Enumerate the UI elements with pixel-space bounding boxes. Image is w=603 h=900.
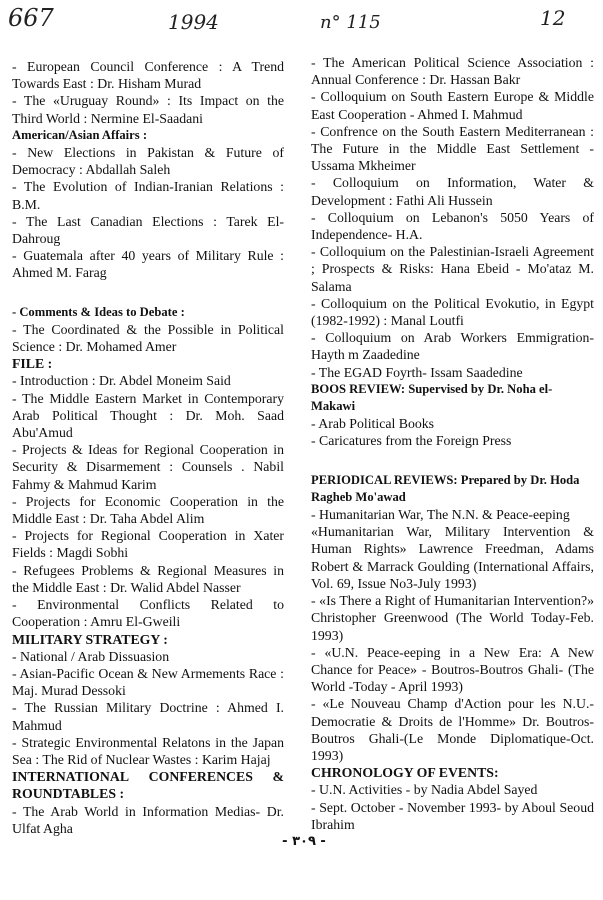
- handwritten-page-note: 12: [540, 6, 566, 30]
- contents-entry: - The American Political Science Association : Annual Conference : Dr. Hassan Bakr: [311, 55, 594, 88]
- contents-entry: - Projects for Regional Cooperation in Xater Fields : Magdi Sobhi: [12, 528, 284, 561]
- handwritten-note: 667: [8, 4, 54, 32]
- contents-entry: - Sept. October - November 1993- by Aboul Seoud Ibrahim: [311, 799, 594, 832]
- contents-entry: - Colloquium on Information, Water & Development : Fathi Ali Hussein: [311, 175, 594, 208]
- left-column: [12, 58, 284, 837]
- contents-entry: «Humanitarian War, Military Intervention & Human Rights» Lawrence Freedman, Adams Robert & Marrack Goulding (International Affairs, Vol. 69, Issue No3-July 1993): [311, 524, 594, 591]
- spacer: [311, 450, 594, 472]
- contents-entry: - The Coordinated & the Possible in Political Science : Dr. Mohamed Amer: [12, 321, 284, 355]
- contents-entry: - European Council Conference : A Trend Towards East : Dr. Hisham Murad: [12, 59, 284, 92]
- section-heading: ROUNDTABLES :: [12, 786, 125, 802]
- contents-entry: - Confrence on the South Eastern Mediterranean : The Future in the Middle East Settlement - Ussama Mkheimer: [311, 123, 594, 174]
- right-column: [311, 54, 594, 833]
- contents-entry: - The Last Canadian Elections : Tarek El-Dahroug: [12, 213, 284, 247]
- contents-entry: - The EGAD Foyrth- Issam Saadedine: [311, 364, 523, 380]
- contents-entry: - «Le Nouveau Champ d'Action pour les N.U.-Democratie & Droits de l'Homme» Dr. Boutros-Boutros Ghali-(Le Monde Diplomatique-Oct. 1993): [311, 696, 594, 763]
- contents-entry: - New Elections in Pakistan & Future of Democracy : Abdallah Saleh: [12, 145, 284, 178]
- contents-entry: - The Russian Military Doctrine : Ahmed I. Mahmud: [12, 700, 284, 733]
- section-heading: CHRONOLOGY OF EVENTS:: [311, 765, 499, 781]
- section-heading: FILE :: [12, 356, 53, 372]
- heading-word: &: [272, 769, 284, 785]
- contents-entry: - Guatemala after 40 years of Military Rule : Ahmed M. Farag: [12, 248, 284, 281]
- handwritten-issue-number: n° 115: [320, 12, 381, 33]
- page-number: - ٣٠٩ -: [282, 834, 326, 849]
- handwritten-year: 1994: [168, 10, 219, 34]
- contents-entry: - Projects for Economic Cooperation in the Middle East : Dr. Taha Abdel Alim: [12, 493, 284, 527]
- contents-entry: - Arab Political Books: [311, 416, 435, 432]
- spacer: [12, 282, 284, 304]
- contents-entry: - Caricatures from the Foreign Press: [311, 433, 512, 449]
- section-heading: - Comments & Ideas to Debate :: [12, 304, 185, 319]
- contents-entry: - The «Uruguay Round» : Its Impact on the Third World : Nermine El-Saadani: [12, 93, 284, 126]
- contents-entry: - The Evolution of Indian-Iranian Relations : B.M.: [12, 179, 284, 212]
- contents-entry: - The Arab World in Information Medias- Dr. Ulfat Agha: [12, 803, 284, 836]
- contents-entry: - Colloquium on Lebanon's 5050 Years of Independence- H.A.: [311, 209, 594, 243]
- contents-entry: - National / Arab Dissuasion: [12, 648, 170, 664]
- heading-word: CONFERENCES: [148, 769, 253, 785]
- contents-entry: - Strategic Environmental Relatons in the Japan Sea : The Rid of Nuclear Wastes : Karim Hajaj: [12, 734, 284, 767]
- contents-entry: - «U.N. Peace-eeping in a New Era: A New Chance for Peace» - Boutros-Boutros Ghali- (The World -Today - April 1993): [311, 644, 594, 695]
- contents-entry: - «Is There a Right of Humanitarian Intervention?» Christopher Greenwood (The World Today-Feb. 1993): [311, 593, 594, 643]
- contents-entry: - Refugees Problems & Regional Measures in the Middle East : Dr. Walid Abdel Nasser: [12, 562, 284, 595]
- section-heading: PERIODICAL REVIEWS: Prepared by Dr. Hoda Ragheb Mo'awad: [311, 472, 580, 504]
- contents-entry: - Colloquium on the Palestinian-Israeli Agreement ; Prospects & Risks: Hana Ebeid - Mo'ataz M. Salama: [311, 244, 594, 294]
- contents-entry: - The Middle Eastern Market in Contemporary Arab Political Thought : Dr. Moh. Saad Abu'Amud: [12, 390, 284, 441]
- heading-word: INTERNATIONAL: [12, 769, 130, 785]
- contents-entry: - Colloquium on Arab Workers Emmigration- Hayth m Zaadedine: [311, 330, 594, 363]
- contents-entry: - U.N. Activities - by Nadia Abdel Sayed: [311, 782, 538, 798]
- contents-entry: - Asian-Pacific Ocean & New Armements Race : Maj. Murad Dessoki: [12, 665, 284, 699]
- contents-entry: - Environmental Conflicts Related to Cooperation : Amru El-Gweili: [12, 597, 284, 630]
- section-heading: [12, 768, 284, 785]
- contents-entry: - Colloquium on South Eastern Europe & Middle East Cooperation - Ahmed I. Mahmud: [311, 89, 594, 122]
- section-heading: American/Asian Affairs :: [12, 127, 148, 142]
- section-heading: MILITARY STRATEGY :: [12, 631, 168, 647]
- contents-entry: - Introduction : Dr. Abdel Moneim Said: [12, 373, 231, 389]
- contents-entry: - Colloquium on the Political Evokutio, in Egypt (1982-1992) : Manal Loutfi: [311, 295, 594, 329]
- contents-entry: - Projects & Ideas for Regional Cooperation in Security & Disarmement : Counsels . Nabil Fahmy & Mahmud Karim: [12, 442, 284, 492]
- contents-entry: - Humanitarian War, The N.N. & Peace-eeping: [311, 507, 570, 523]
- section-heading: BOOS REVIEW: Supervised by Dr. Noha el-Makawi: [311, 381, 553, 414]
